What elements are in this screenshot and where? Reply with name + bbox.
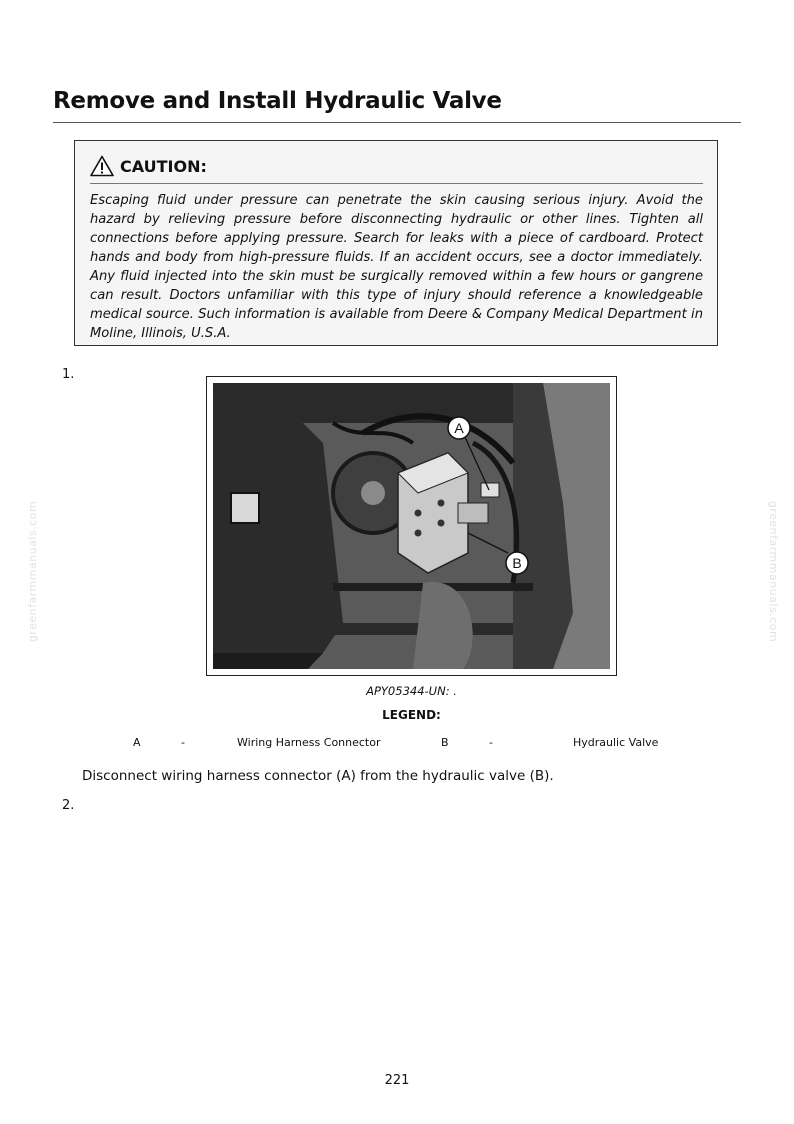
step-1-instruction: Disconnect wiring harness connector (A) from the hydraulic valve (B). <box>82 768 554 784</box>
watermark-left: greenfarmmanuals.com <box>26 500 40 643</box>
callout-a: A <box>454 420 464 436</box>
step-number-1: 1. <box>62 367 75 382</box>
legend-sep-a: - <box>181 736 185 749</box>
legend-key-b: B <box>441 736 449 749</box>
figure-caption: APY05344-UN: . <box>366 684 457 698</box>
legend-sep-b: - <box>489 736 493 749</box>
legend-label-a: Wiring Harness Connector <box>237 736 381 749</box>
legend-label-b: Hydraulic Valve <box>573 736 659 749</box>
callout-b: B <box>512 555 522 571</box>
caution-text: Escaping fluid under pressure can penetrate the skin causing serious injury. Avoid the hazard by relieving pressure before disconnecting hydraulic or other lines. Tighten all connections before applying pressure. Search for leaks with a piece of cardboard. Protect hands and body from high-pressure fluids. If an accident occurs, see a doctor immediately. Any fluid injected into the skin must be surgically removed within a few hours or gangrene can result. Doctors unfamiliar with this type of injury should reference a knowledgeable medical source. Such information is available from Deere & Company Medical Department in Moline, Illinois, U.S.A. <box>90 193 703 341</box>
warning-triangle-icon <box>90 155 114 177</box>
watermark-right: greenfarmmanuals.com <box>767 500 781 643</box>
caution-box <box>74 140 718 346</box>
legend-key-a: A <box>133 736 141 749</box>
legend-title: LEGEND: <box>382 708 441 722</box>
caution-title: CAUTION: <box>120 156 207 176</box>
page-title: Remove and Install Hydraulic Valve <box>53 88 741 123</box>
page-number: 221 <box>384 1073 410 1088</box>
caution-header <box>90 155 703 184</box>
step-number-2: 2. <box>62 798 75 813</box>
hydraulic-valve-illustration <box>213 383 610 669</box>
figure-hydraulic-valve <box>206 376 617 676</box>
